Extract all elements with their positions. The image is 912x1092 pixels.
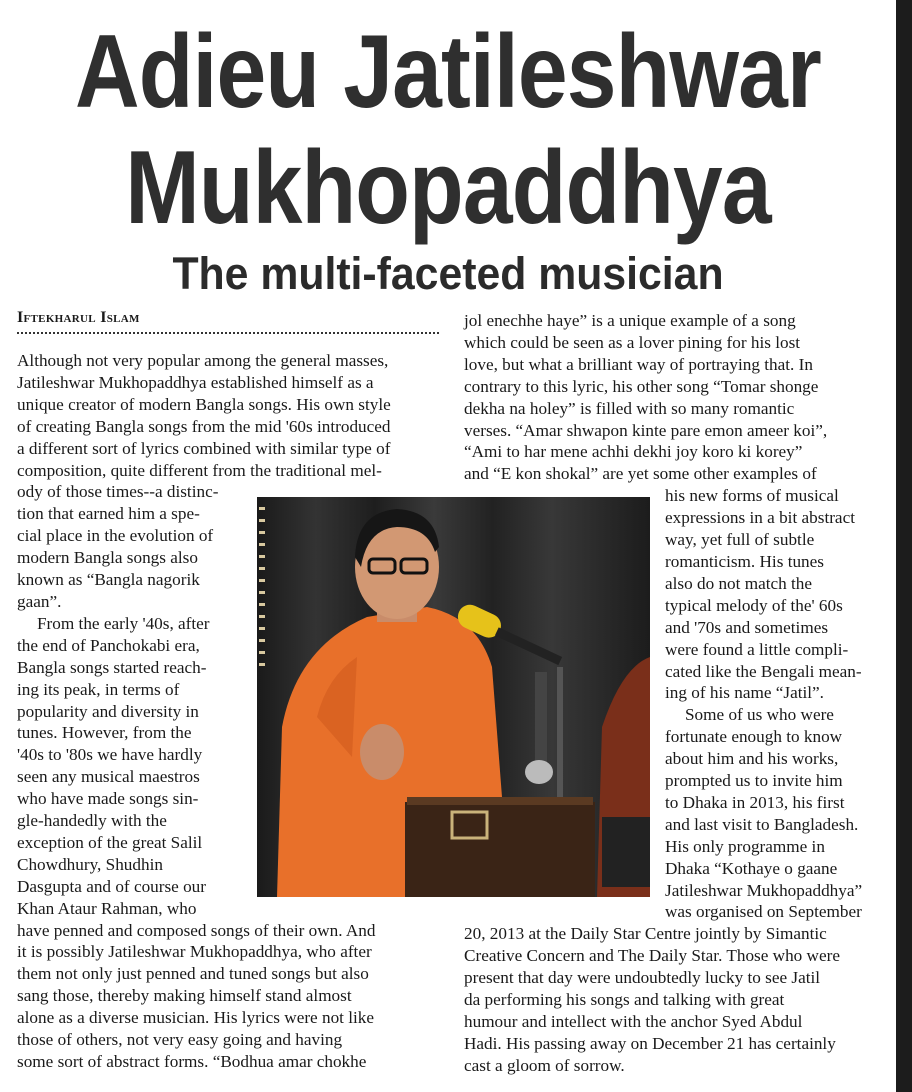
musician-photo-illustration [257, 497, 650, 897]
article-line: Some of us who were [685, 705, 834, 725]
article-line: also do not match the [665, 573, 813, 593]
article-line: Hadi. His passing away on December 21 has certainly [464, 1033, 836, 1053]
musician-photo [257, 497, 650, 897]
article-line: fortunate enough to know [665, 727, 843, 747]
article-line: Jatileshwar Mukhopaddhya” [665, 880, 863, 900]
article-line: exception of the great Salil [17, 832, 203, 852]
article-line: was organised on September [665, 902, 862, 922]
article-line: 20, 2013 at the Daily Star Centre jointly by Simantic [464, 924, 827, 944]
article-line: Chowdhury, Shudhin [17, 854, 163, 874]
article-line: ing of his name “Jatil”. [665, 683, 824, 703]
article-line: who have made songs sin- [17, 789, 199, 809]
article-line: typical melody of the' 60s [665, 595, 843, 615]
article-line: his new forms of musical [665, 486, 839, 506]
article-line: gle-handedly with the [17, 811, 167, 831]
byline: Iftekharul Islam [17, 309, 140, 326]
article-line: '40s to '80s we have hardly [17, 745, 203, 765]
article-line: and '70s and sometimes [665, 617, 829, 637]
article-line: From the early '40s, after [37, 613, 210, 633]
article-line: cated like the Bengali mean- [665, 661, 862, 681]
article-line: dekha na holey” is filled with so many romantic [464, 398, 795, 418]
article-line: romanticism. His tunes [665, 551, 824, 571]
article-line: love, but what a brilliant way of portraying that. In [464, 354, 813, 374]
article-line: it is possibly Jatileshwar Mukhopaddhya, who after [17, 942, 372, 962]
article-line: jol enechhe haye” is a unique example of a song [464, 311, 796, 330]
article-line: “Ami to har mene achhi dekhi joy koro ki korey” [464, 442, 803, 462]
article-line: seen any musical maestros [17, 767, 200, 787]
article-line: the end of Panchokabi era, [17, 635, 200, 655]
article-line: about him and his works, [665, 749, 839, 769]
article-line: gaan”. [17, 591, 62, 611]
article-line: composition, quite different from the traditional mel- [17, 460, 382, 480]
article-line: them not only just penned and tuned songs but also [17, 964, 369, 984]
article-line: have penned and composed songs of their own. And [17, 920, 376, 940]
article-line: Creative Concern and The Daily Star. Those who were [464, 946, 840, 966]
byline-divider [17, 332, 439, 334]
headline-line-1: Adieu Jatileshwar [75, 14, 821, 130]
page-edge-bar [896, 0, 912, 1092]
article-line: some sort of abstract forms. “Bodhua amar chokhe [17, 1052, 367, 1071]
article-line: verses. “Amar shwapon kinte pare emon ameer koi”, [464, 420, 828, 440]
article-line: alone as a diverse musician. His lyrics were not like [17, 1008, 375, 1028]
article-line: sang those, thereby making himself stand almost [17, 986, 352, 1006]
article-line: and last visit to Bangladesh. [665, 814, 859, 834]
subtitle: The multi-faceted musician [172, 248, 724, 299]
headline-line-2: Mukhopaddhya [125, 130, 771, 246]
article-line: cial place in the evolution of [17, 526, 214, 546]
article-line: to Dhaka in 2013, his first [665, 792, 845, 812]
article-line: Although not very popular among the general masses, [17, 351, 389, 370]
article-line: Bangla songs started reach- [17, 657, 207, 677]
article-line: Khan Ataur Rahman, who [17, 898, 197, 918]
article-line: unique creator of modern Bangla songs. His own style [17, 394, 391, 414]
article-line: modern Bangla songs also [17, 548, 198, 568]
article-line: Jatileshwar Mukhopaddhya established himself as a [17, 372, 374, 392]
article-line: humour and intellect with the anchor Syed Abdul [464, 1012, 803, 1031]
article-line: Dasgupta and of course our [17, 876, 207, 896]
article-line: popularity and diversity in [17, 701, 199, 721]
article-line: prompted us to invite him [665, 771, 843, 791]
article-line: were found a little compli- [665, 639, 849, 659]
article-line: ody of those times--a distinc- [17, 482, 219, 502]
article-line: contrary to this lyric, his other song “Tomar shonge [464, 376, 819, 396]
article-line: cast a gloom of sorrow. [464, 1055, 625, 1075]
article-line: expressions in a bit abstract [665, 508, 855, 528]
article-line: tunes. However, from the [17, 723, 192, 743]
article-line: present that day were undoubtedly lucky to see Jatil [464, 968, 821, 988]
article-line: Dhaka “Kothaye o gaane [665, 858, 838, 878]
article-line: tion that earned him a spe- [17, 504, 200, 524]
article-line: da performing his songs and talking with great [464, 990, 785, 1010]
article-line: ing its peak, in terms of [17, 679, 180, 699]
article-line: of creating Bangla songs from the mid '60s introduced [17, 416, 391, 436]
article-line: known as “Bangla nagorik [17, 570, 200, 590]
article-line: those of others, not very easy going and having [17, 1030, 343, 1050]
article-line: way, yet full of subtle [665, 530, 815, 550]
article-line: which could be seen as a lover pining for his lost [464, 332, 801, 352]
article-line: and “E kon shokal” are yet some other examples of [464, 464, 817, 484]
article-line: His only programme in [665, 836, 825, 856]
article-line: a different sort of lyrics combined with similar type of [17, 438, 391, 458]
